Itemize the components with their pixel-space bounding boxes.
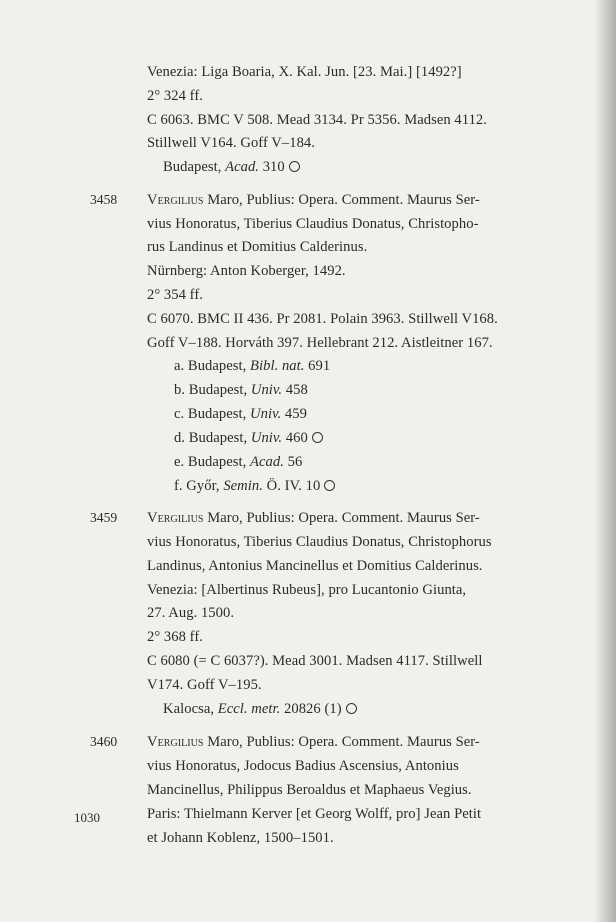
- circle-icon: [324, 480, 335, 491]
- entry-line: V174. Goff V–195.: [147, 677, 262, 693]
- holding-text: Kalocsa, Eccl. metr. 20826 (1): [163, 701, 342, 717]
- entry-title: Maro, Publius: Opera. Comment. Maurus Ser-: [203, 192, 480, 208]
- copy-line: b. Budapest, Univ. 458: [174, 382, 308, 398]
- continuation-line: Venezia: Liga Boaria, X. Kal. Jun. [23. Mai.] [1492?]: [147, 64, 462, 80]
- entry-line: 2° 354 ff.: [147, 287, 203, 303]
- entry-line: Mancinellus, Philippus Beroaldus et Maphaeus Vegius.: [147, 782, 472, 798]
- circle-icon: [346, 703, 357, 714]
- author-name: Vergilius: [147, 734, 204, 750]
- holding-text: Budapest, Acad. 310: [163, 159, 285, 175]
- entry-line: C 6080 (= C 6037?). Mead 3001. Madsen 4117. Stillwell: [147, 653, 483, 669]
- entry-line: et Johann Koblenz, 1500–1501.: [147, 830, 334, 846]
- holding-line: [163, 699, 357, 719]
- page-edge-shadow: [594, 0, 616, 922]
- entry-line: vius Honoratus, Jodocus Badius Ascensius, Antonius: [147, 758, 459, 774]
- continuation-line: 2° 324 ff.: [147, 88, 203, 104]
- circle-icon: [289, 161, 300, 172]
- entry-heading: [147, 190, 480, 210]
- entry-heading: [147, 508, 480, 528]
- holding-line: [163, 157, 300, 177]
- entry-line: 27. Aug. 1500.: [147, 605, 235, 621]
- entry-line: C 6070. BMC II 436. Pr 2081. Polain 3963. Stillwell V168.: [147, 311, 498, 327]
- circle-icon: [312, 432, 323, 443]
- entry-line: vius Honoratus, Tiberius Claudius Donatus, Christophorus: [147, 534, 492, 550]
- entry-title: Maro, Publius: Opera. Comment. Maurus Ser-: [203, 510, 480, 526]
- copy-line: a. Budapest, Bibl. nat. 691: [174, 358, 331, 374]
- entry-line: Landinus, Antonius Mancinellus et Domitius Calderinus.: [147, 558, 483, 574]
- entry-line: Paris: Thielmann Kerver [et Georg Wolff, pro] Jean Petit: [147, 806, 482, 822]
- continuation-line: C 6063. BMC V 508. Mead 3134. Pr 5356. Madsen 4112.: [147, 112, 487, 128]
- entry-line: Venezia: [Albertinus Rubeus], pro Lucantonio Giunta,: [147, 582, 467, 598]
- entry-line: vius Honoratus, Tiberius Claudius Donatus, Christopho-: [147, 216, 479, 232]
- continuation-line: Stillwell V164. Goff V–184.: [147, 135, 315, 151]
- page-number: 1030: [74, 810, 100, 825]
- author-name: Vergilius: [147, 192, 204, 208]
- copy-line: e. Budapest, Acad. 56: [174, 454, 303, 470]
- copy-line: [174, 476, 335, 496]
- entry-line: 2° 368 ff.: [147, 629, 203, 645]
- author-name: Vergilius: [147, 510, 204, 526]
- copy-text: f. Győr, Semin. Ö. IV. 10: [174, 478, 321, 494]
- entry-line: Goff V–188. Horváth 397. Hellebrant 212. Aistleitner 167.: [147, 335, 493, 351]
- copy-line: [174, 428, 323, 448]
- entry-heading: [147, 732, 480, 752]
- copy-text: d. Budapest, Univ. 460: [174, 430, 308, 446]
- entry-number: 3460: [90, 734, 118, 749]
- entry-number: 3459: [90, 510, 118, 525]
- entry-line: rus Landinus et Domitius Calderinus.: [147, 239, 368, 255]
- entry-number: 3458: [90, 192, 118, 207]
- entry-title: Maro, Publius: Opera. Comment. Maurus Ser-: [203, 734, 480, 750]
- entry-line: Nürnberg: Anton Koberger, 1492.: [147, 263, 346, 279]
- copy-line: c. Budapest, Univ. 459: [174, 406, 307, 422]
